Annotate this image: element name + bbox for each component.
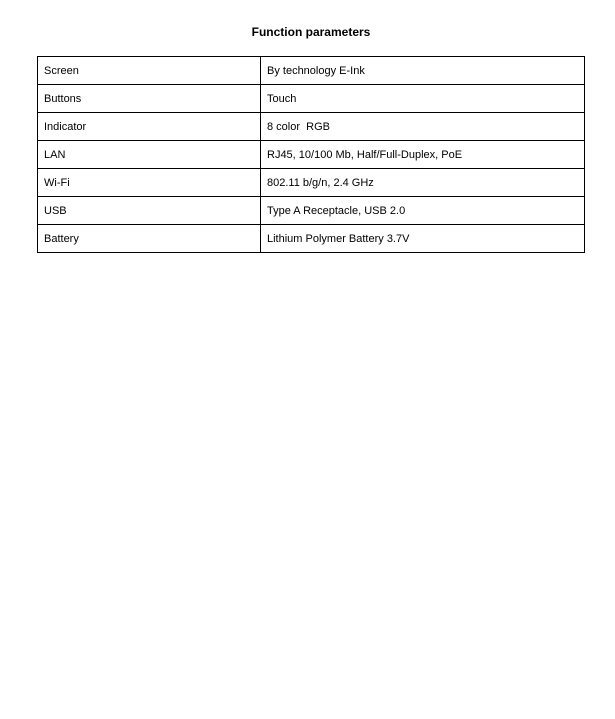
parameter-name-battery: Battery <box>38 225 261 253</box>
parameter-value-screen: By technology E-Ink <box>261 57 585 85</box>
parameter-name-wifi: Wi-Fi <box>38 169 261 197</box>
table-row <box>38 169 585 197</box>
function-parameters-table <box>37 56 585 253</box>
parameter-name-usb: USB <box>38 197 261 225</box>
table-row <box>38 113 585 141</box>
parameter-value-wifi: 802.11 b/g/n, 2.4 GHz <box>261 169 585 197</box>
parameter-value-usb: Type A Receptacle, USB 2.0 <box>261 197 585 225</box>
parameter-name-buttons: Buttons <box>38 85 261 113</box>
table-row <box>38 197 585 225</box>
parameter-name-indicator: Indicator <box>38 113 261 141</box>
table-row <box>38 225 585 253</box>
parameter-name-lan: LAN <box>38 141 261 169</box>
table-row <box>38 141 585 169</box>
parameter-value-buttons: Touch <box>261 85 585 113</box>
document-title: Function parameters <box>251 25 371 39</box>
parameter-value-indicator: 8 color RGB <box>261 113 585 141</box>
parameter-value-lan: RJ45, 10/100 Mb, Half/Full-Duplex, PoE <box>261 141 585 169</box>
parameter-value-battery: Lithium Polymer Battery 3.7V <box>261 225 585 253</box>
table-row <box>38 57 585 85</box>
table-row <box>38 85 585 113</box>
parameter-name-screen: Screen <box>38 57 261 85</box>
